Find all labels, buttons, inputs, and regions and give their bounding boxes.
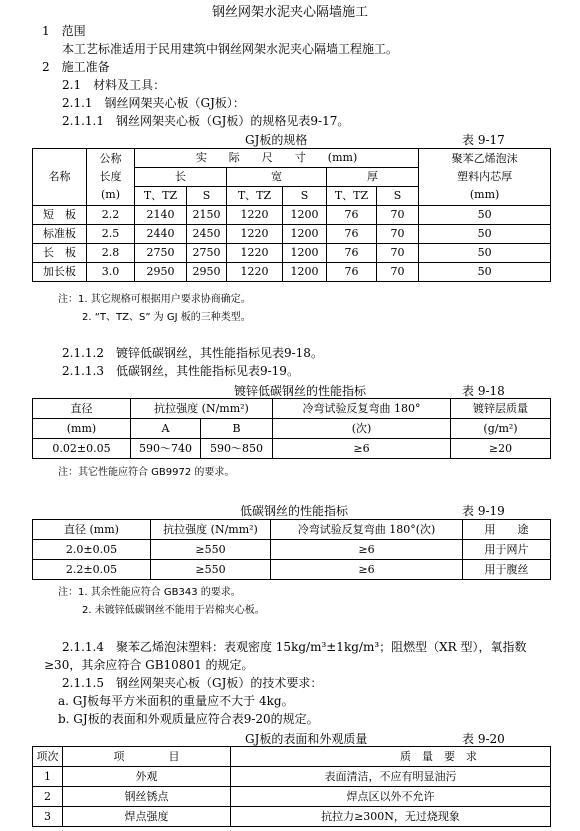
cell: 76 <box>327 244 377 263</box>
header-bend: 冷弯试验反复弯曲 180° <box>273 399 451 419</box>
cell: 2140 <box>135 206 187 225</box>
cell: 50 <box>419 206 551 225</box>
header-grade-b: B <box>201 419 273 439</box>
table-9-17-note-1: 注：1. 其它规格可根据用户要求协商确定。 <box>58 294 251 305</box>
document-title: 钢丝网架水泥夹心隔墙施工 <box>211 5 368 20</box>
cell: 1220 <box>227 244 283 263</box>
header-foam-line-3: (mm) <box>469 188 500 201</box>
table-9-20 <box>32 746 551 827</box>
cell: 2.5 <box>87 225 135 244</box>
cell: 590～850 <box>201 439 273 459</box>
cell: 2.0±0.05 <box>33 540 151 560</box>
cell: ≥20 <box>451 439 551 459</box>
cell: 1220 <box>227 206 283 225</box>
cell: 焊点区以外不允许 <box>231 787 551 807</box>
cell: 表面清洁，不应有明显油污 <box>231 767 551 787</box>
cell: ≥6 <box>273 439 451 459</box>
header-sub: S <box>377 187 419 206</box>
table-row <box>33 540 551 560</box>
cell: ≥550 <box>151 560 271 580</box>
header-sub: T、TZ <box>227 187 283 206</box>
table-9-19-note-2: 2. 未镀锌低碳钢丝不能用于岩棉夹心板。 <box>82 605 265 616</box>
cell: 标准板 <box>33 225 87 244</box>
header-foam-core <box>419 149 551 206</box>
section-2-heading: 2 施工准备 <box>42 60 110 74</box>
header-long: 长 <box>135 168 227 187</box>
table-row <box>33 787 551 807</box>
table-9-18-number: 表 9-18 <box>462 384 505 398</box>
header-sub: T、TZ <box>327 187 377 206</box>
header-coating: 镀锌层质量 <box>451 399 551 419</box>
header-diameter-unit: (mm) <box>33 419 131 439</box>
cell: 50 <box>419 244 551 263</box>
header-name: 名称 <box>33 149 87 206</box>
header-sub: T、TZ <box>135 187 187 206</box>
cell: 钢丝锈点 <box>63 787 231 807</box>
header-diameter: 直径 <box>33 399 131 419</box>
table-9-19-caption: 低碳钢丝的性能指标 <box>240 504 349 518</box>
table-row <box>33 206 551 225</box>
section-2-1-1-5: 2.1.1.5 钢丝网架夹心板（GJ板）的技术要求： <box>62 676 323 690</box>
table-9-17-number: 表 9-17 <box>462 133 505 147</box>
section-1-text: 本工艺标准适用于民用建筑中钢丝网架水泥夹心隔墙工程施工。 <box>62 42 399 56</box>
cell: 1200 <box>283 206 327 225</box>
cell: 70 <box>377 244 419 263</box>
table-9-19 <box>32 519 551 580</box>
header-tensile: 抗拉强度 (N/mm²) <box>151 520 271 540</box>
table-row <box>33 439 551 459</box>
cell: 加长板 <box>33 263 87 282</box>
table-9-20-caption: GJ板的表面和外观质量 <box>245 732 368 746</box>
cell: 2440 <box>135 225 187 244</box>
section-2-1-1-4-cont: ≥30，其余应符合 GB10801 的规定。 <box>44 658 254 672</box>
cell: 1200 <box>283 225 327 244</box>
header-bend: 冷弯试验反复弯曲 180°(次) <box>271 520 463 540</box>
cell: 2950 <box>187 263 227 282</box>
cell: 590～740 <box>131 439 201 459</box>
cell: 1220 <box>227 263 283 282</box>
header-nominal-line-1: 公称 <box>99 152 122 165</box>
cell: 长 板 <box>33 244 87 263</box>
header-wide: 宽 <box>227 168 327 187</box>
section-2-1-1: 2.1.1 钢丝网架夹心板（GJ板）： <box>62 96 245 110</box>
header-item: 项 目 <box>63 747 231 767</box>
table-9-18-note: 注：其它性能应符合 GB9972 的要求。 <box>58 467 235 478</box>
cell: 2450 <box>187 225 227 244</box>
header-sub: S <box>283 187 327 206</box>
header-sub: S <box>187 187 227 206</box>
header-thick: 厚 <box>327 168 419 187</box>
header-actual-size: 实 际 尺 寸 (mm) <box>135 149 419 168</box>
table-9-18-caption: 镀锌低碳钢丝的性能指标 <box>234 384 367 398</box>
section-1-heading: 1 范围 <box>42 24 86 38</box>
cell: 2 <box>33 787 63 807</box>
header-nominal-length <box>87 149 135 206</box>
cell: 抗拉力≥300N，无过烧现象 <box>231 807 551 827</box>
table-row <box>33 244 551 263</box>
cell: 1200 <box>283 244 327 263</box>
cell: 2950 <box>135 263 187 282</box>
cell: 76 <box>327 225 377 244</box>
cell: 2.8 <box>87 244 135 263</box>
table-9-19-number: 表 9-19 <box>462 504 505 518</box>
header-nominal-line-3: (m) <box>100 188 120 201</box>
cell: 76 <box>327 206 377 225</box>
section-2-1-1-4: 2.1.1.4 聚苯乙烯泡沫塑料：表观密度 15kg/m³±1kg/m³；阻燃型（XR 型），氧指数 <box>62 640 527 654</box>
header-foam-line-1: 聚苯乙烯泡沫 <box>451 152 518 165</box>
cell: ≥550 <box>151 540 271 560</box>
cell: 2750 <box>187 244 227 263</box>
cell: 短 板 <box>33 206 87 225</box>
cell: 1200 <box>283 263 327 282</box>
cell: 2.2±0.05 <box>33 560 151 580</box>
cell: 50 <box>419 225 551 244</box>
cell: 70 <box>377 263 419 282</box>
table-row <box>33 225 551 244</box>
cell: ≥6 <box>271 560 463 580</box>
section-2-1-1-2: 2.1.1.2 镀锌低碳钢丝，其性能指标见表9-18。 <box>62 346 323 360</box>
cell: 0.02±0.05 <box>33 439 131 459</box>
table-9-17-note-2: 2. “T、TZ、S” 为 GJ 板的三种类型。 <box>82 312 251 323</box>
table-row <box>33 767 551 787</box>
cell: 3.0 <box>87 263 135 282</box>
cell: 3 <box>33 807 63 827</box>
header-foam-line-2: 塑料内芯厚 <box>457 170 513 183</box>
table-9-17-caption: GJ板的规格 <box>245 133 308 147</box>
header-usage: 用 途 <box>463 520 551 540</box>
cell: 50 <box>419 263 551 282</box>
header-coating-unit: (g/m²) <box>451 419 551 439</box>
table-9-18 <box>32 398 551 459</box>
header-tensile: 抗拉强度 (N/mm²) <box>131 399 273 419</box>
cell: 70 <box>377 225 419 244</box>
section-2-1-1-1: 2.1.1.1 钢丝网架夹心板（GJ板）的规格见表9-17。 <box>62 114 350 128</box>
cell: 2.2 <box>87 206 135 225</box>
header-diameter: 直径 (mm) <box>33 520 151 540</box>
cell: 焊点强度 <box>63 807 231 827</box>
cell: 70 <box>377 206 419 225</box>
header-item-no: 项次 <box>33 747 63 767</box>
cell: 2150 <box>187 206 227 225</box>
header-grade-a: A <box>131 419 201 439</box>
item-a: a. GJ板每平方米面积的重量应不大于 4kg。 <box>58 694 294 708</box>
cell: 用于网片 <box>463 540 551 560</box>
cell: ≥6 <box>271 540 463 560</box>
table-9-19-note-1: 注：1. 其余性能应符合 GB343 的要求。 <box>58 587 241 598</box>
cell: 用于腹丝 <box>463 560 551 580</box>
header-quality-req: 质 量 要 求 <box>231 747 551 767</box>
cell: 外观 <box>63 767 231 787</box>
table-9-20-number: 表 9-20 <box>462 732 505 746</box>
table-row <box>33 807 551 827</box>
cell: 2750 <box>135 244 187 263</box>
cell: 1220 <box>227 225 283 244</box>
item-b: b. GJ板的表面和外观质量应符合表9-20的规定。 <box>58 712 319 726</box>
header-nominal-line-2: 长度 <box>99 170 122 183</box>
section-2-1-1-3: 2.1.1.3 低碳钢丝，其性能指标见表9-19。 <box>62 364 299 378</box>
section-2-1: 2.1 材料及工具： <box>62 78 166 92</box>
header-bend-unit: (次) <box>273 419 451 439</box>
table-row <box>33 263 551 282</box>
table-9-17 <box>32 148 551 282</box>
cell: 1 <box>33 767 63 787</box>
table-row <box>33 560 551 580</box>
cell: 76 <box>327 263 377 282</box>
